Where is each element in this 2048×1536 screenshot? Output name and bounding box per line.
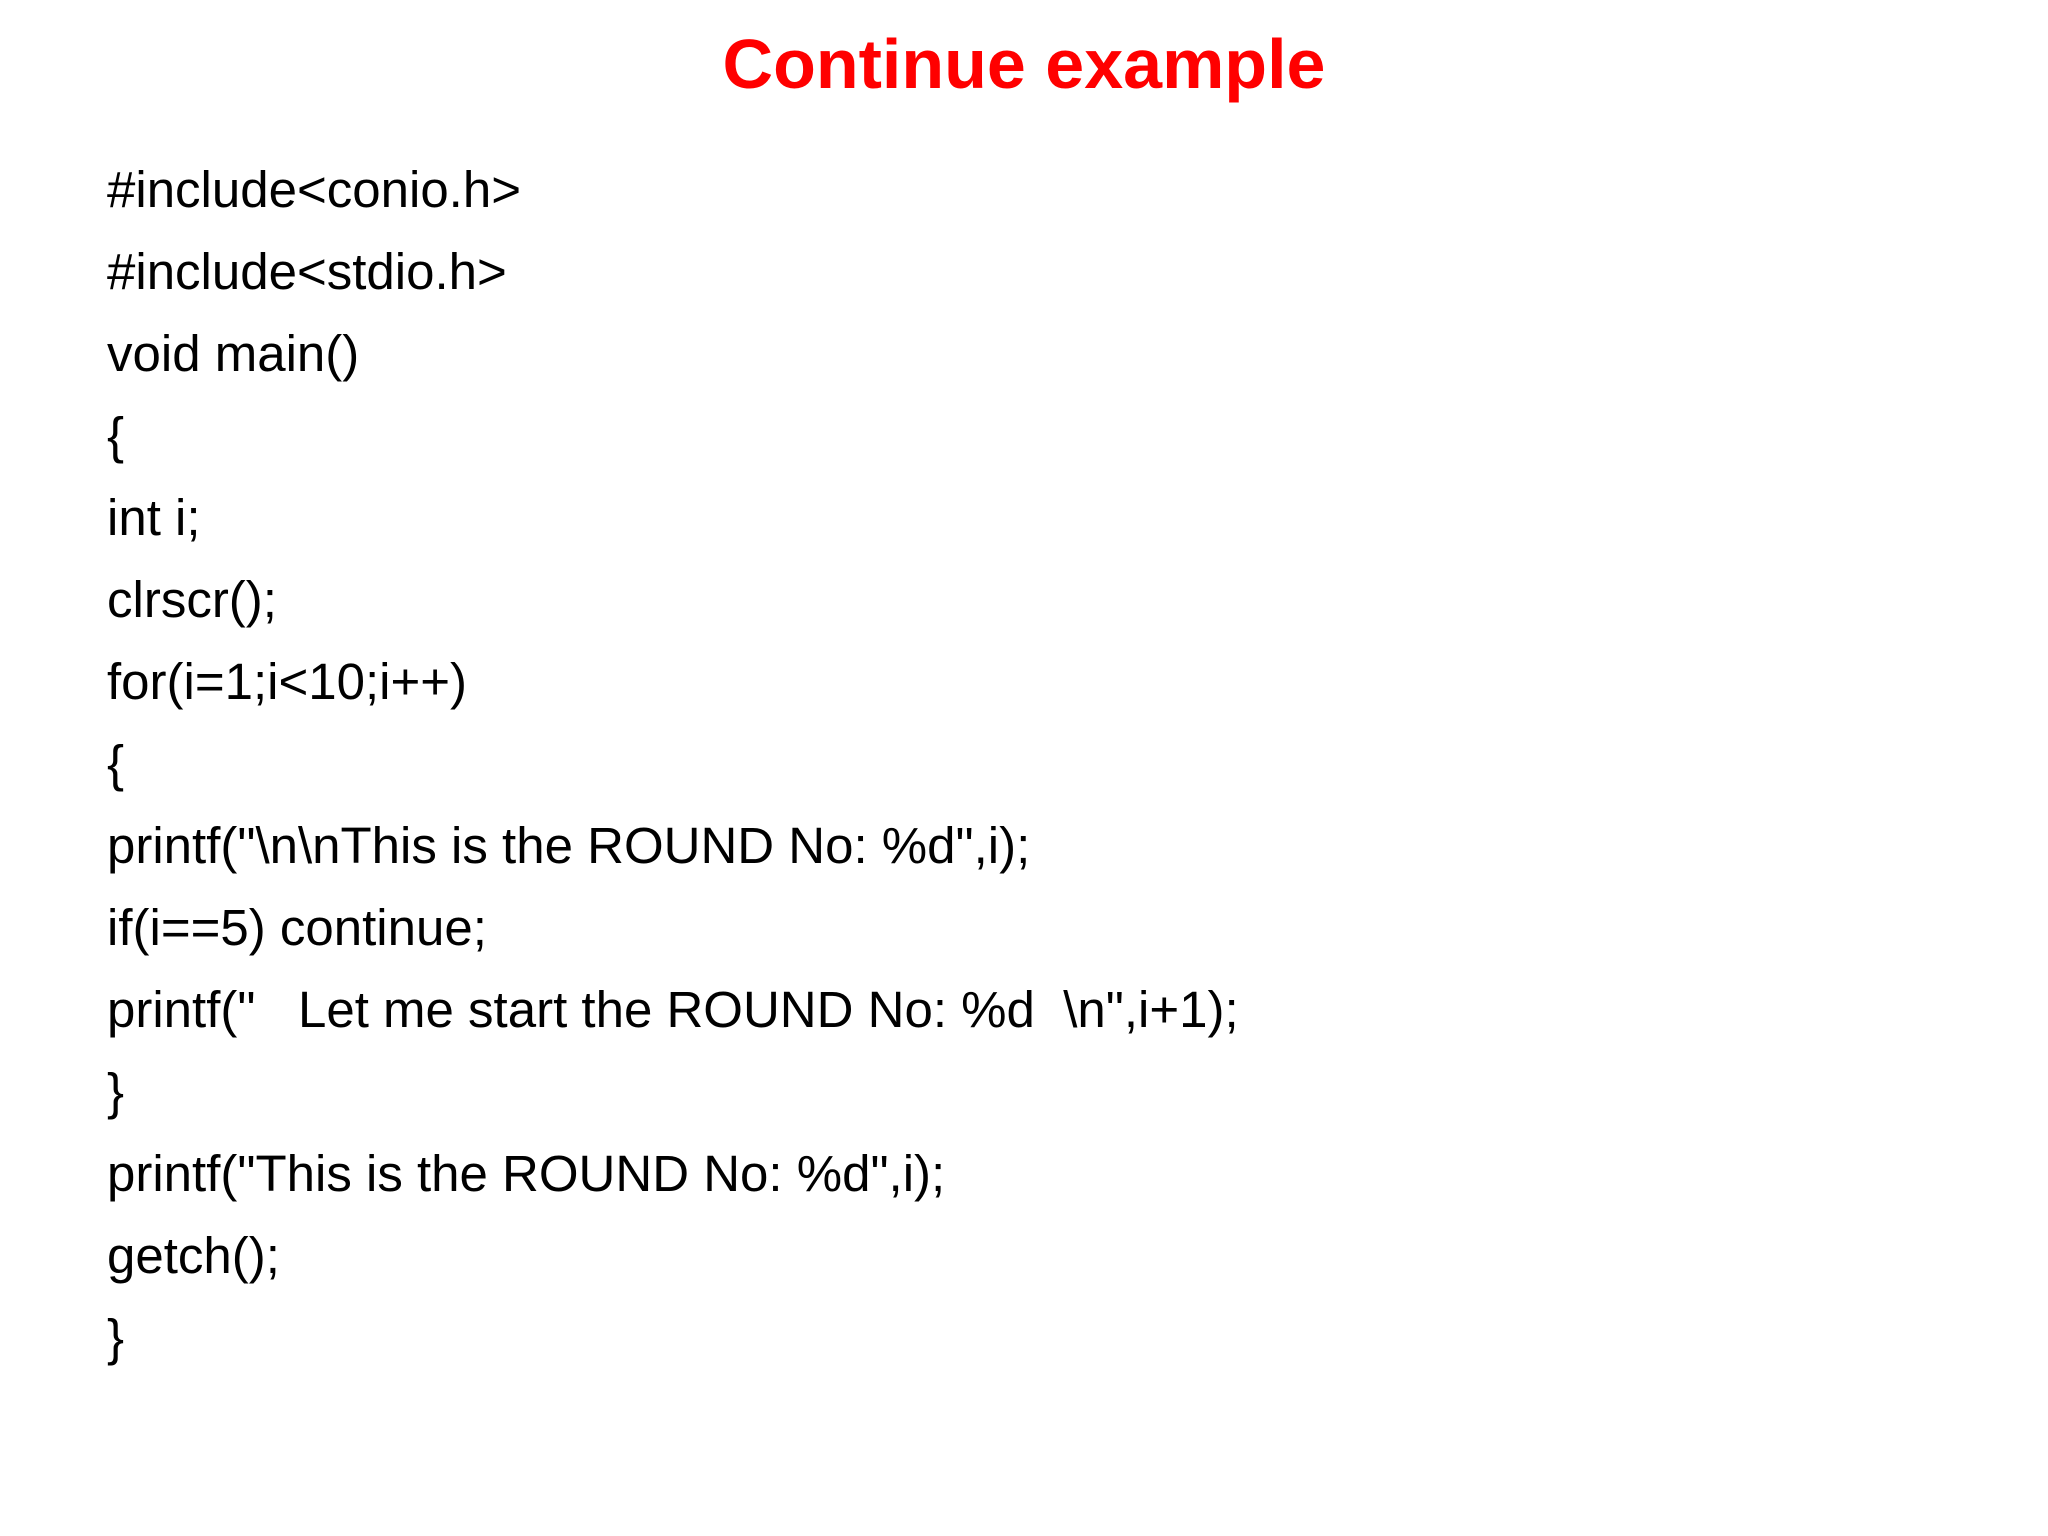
- code-line: printf("\n\nThis is the ROUND No: %d",i);: [107, 817, 1031, 874]
- code-line: {: [107, 407, 125, 464]
- code-block: [107, 149, 1239, 1379]
- code-line: #include<conio.h>: [107, 161, 522, 218]
- code-line: {: [107, 735, 125, 792]
- code-line: printf(" Let me start the ROUND No: %d \n",i+1);: [107, 981, 1239, 1038]
- slide-title: Continue example: [722, 25, 1326, 103]
- code-line: }: [107, 1063, 125, 1120]
- code-line: }: [107, 1309, 125, 1366]
- code-line: if(i==5) continue;: [107, 899, 487, 956]
- code-line: for(i=1;i<10;i++): [107, 653, 468, 710]
- code-line: #include<stdio.h>: [107, 243, 507, 300]
- code-line: clrscr();: [107, 571, 277, 628]
- code-line: getch();: [107, 1227, 280, 1284]
- code-line: printf("This is the ROUND No: %d",i);: [107, 1145, 946, 1202]
- code-line: int i;: [107, 489, 201, 546]
- code-line: void main(): [107, 325, 360, 382]
